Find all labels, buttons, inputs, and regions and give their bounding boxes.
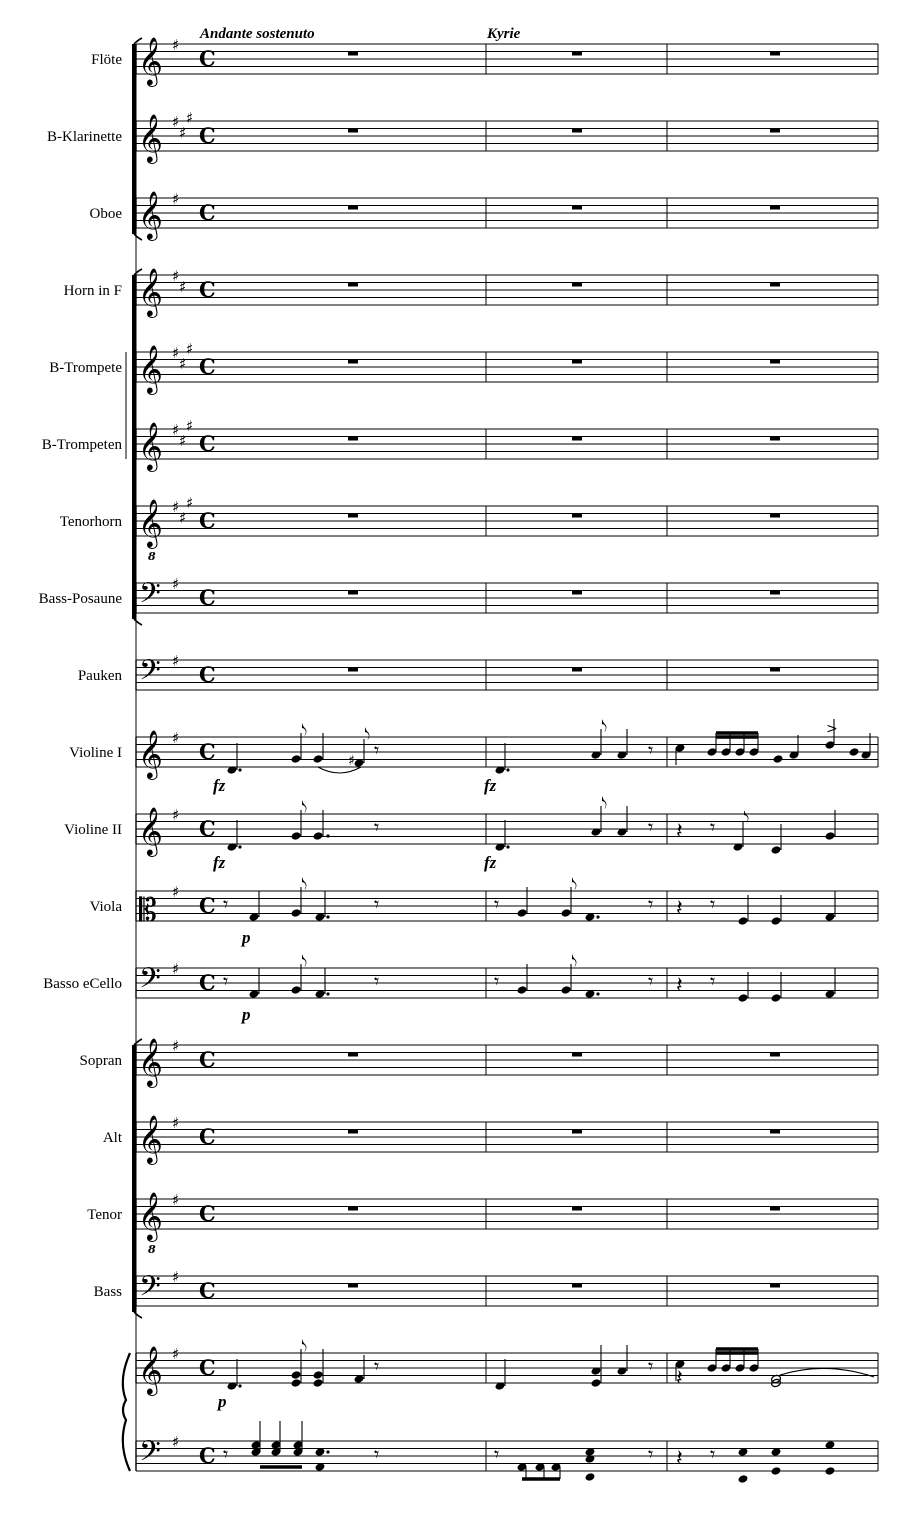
notehead — [738, 916, 749, 926]
whole-rest-icon — [348, 206, 358, 210]
treble-clef-icon: 𝄞 — [138, 421, 163, 470]
flag-icon: 𝅮 — [302, 720, 308, 744]
eighth-rest-icon: 𝄾 — [374, 1354, 380, 1378]
treble-clef-icon: 𝄞 — [138, 267, 163, 316]
sharp-icon: ♯ — [172, 883, 180, 901]
time-signature: C — [199, 431, 216, 456]
sharp-icon: ♯ — [179, 355, 187, 373]
staff-bass — [94, 1268, 878, 1310]
whole-rest-icon — [572, 514, 582, 518]
notehead — [771, 916, 782, 926]
staff-b-trompete — [49, 340, 878, 395]
sharp-icon: ♯ — [186, 109, 194, 127]
tempo-marking: Andante sostenuto — [200, 26, 315, 42]
whole-rest-icon — [572, 1284, 582, 1288]
time-signature: C — [199, 1443, 216, 1468]
notehead — [313, 1370, 324, 1380]
sharp-icon: ♯ — [172, 1114, 180, 1132]
whole-rest-icon — [770, 52, 780, 56]
time-signature: C — [199, 893, 216, 918]
staff-horn-in-f — [64, 267, 878, 318]
eighth-rest-icon: 𝄾 — [648, 969, 654, 993]
bass-clef-icon: 𝄢 — [139, 962, 161, 1002]
alto-clef-icon: 𝄡 — [139, 891, 157, 929]
whole-rest-icon — [572, 1130, 582, 1134]
eighth-rest-icon: 𝄾 — [374, 815, 380, 839]
whole-rest-icon — [572, 1053, 582, 1057]
staff-alt — [103, 1114, 878, 1165]
sharp-icon: ♯ — [172, 806, 180, 824]
time-signature: C — [199, 123, 216, 148]
time-signature: C — [199, 46, 216, 71]
augmentation-dot — [326, 915, 329, 918]
notehead — [738, 1474, 749, 1484]
flag-icon: 𝅮 — [602, 716, 608, 740]
treble-clef-icon: 𝄞 — [138, 344, 163, 393]
time-signature: C — [199, 277, 216, 302]
treble-clef-icon: 𝄞 — [138, 729, 163, 778]
whole-rest-icon — [572, 591, 582, 595]
sharp-icon: ♯ — [179, 278, 187, 296]
sharp-icon: ♯ — [172, 1345, 180, 1363]
sharp-icon: ♯ — [172, 498, 180, 516]
notehead — [291, 831, 302, 841]
brass-bracket-cap-bottom — [134, 619, 142, 625]
time-signature: C — [199, 1201, 216, 1226]
time-signature: C — [199, 662, 216, 687]
whole-rest-icon — [348, 283, 358, 287]
augmentation-dot — [238, 1384, 241, 1387]
treble-clef-icon: 𝄞 — [138, 1345, 163, 1394]
eighth-rest-icon: 𝄾 — [494, 1442, 500, 1466]
bass-clef-icon: 𝄢 — [139, 1435, 161, 1475]
whole-rest-icon — [770, 360, 780, 364]
augmentation-dot — [506, 845, 509, 848]
flag-icon: 𝅮 — [572, 951, 578, 975]
notehead — [771, 845, 782, 855]
instrument-label: B-Klarinette — [47, 129, 122, 145]
augmentation-dot — [238, 845, 241, 848]
sharp-icon: ♯ — [179, 124, 187, 142]
dynamic-marking: fz — [484, 776, 497, 795]
treble-clef-icon: 𝄞 — [138, 1114, 163, 1163]
eighth-rest-icon: 𝄾 — [223, 892, 229, 916]
notehead — [313, 831, 324, 841]
quarter-rest-icon: 𝄽 — [676, 973, 683, 998]
augmentation-dot — [326, 834, 329, 837]
quarter-rest-icon: 𝄽 — [676, 819, 683, 844]
whole-rest-icon — [572, 52, 582, 56]
staff-b-trompeten — [42, 417, 878, 472]
instrument-label: Pauken — [77, 668, 122, 684]
sharp-icon: ♯ — [172, 960, 180, 978]
augmentation-dot — [596, 992, 599, 995]
dynamic-marking: fz — [484, 853, 497, 872]
sharp-icon: ♯ — [172, 729, 180, 747]
sharp-icon: ♯ — [179, 432, 187, 450]
flag-icon: 𝅮 — [302, 1336, 308, 1360]
staff-piano-rh — [136, 1336, 878, 1411]
time-signature: C — [199, 1355, 216, 1380]
whole-rest-icon — [348, 668, 358, 672]
notehead — [313, 1378, 324, 1388]
sharp-icon: ♯ — [348, 753, 355, 769]
staff-sopran — [80, 1037, 879, 1088]
whole-rest-icon — [348, 1130, 358, 1134]
staff-violine-1 — [69, 716, 878, 795]
whole-rest-icon — [572, 668, 582, 672]
flag-icon: 𝅮 — [302, 951, 308, 975]
notehead — [771, 1466, 782, 1476]
sharp-icon: ♯ — [186, 417, 194, 435]
eighth-rest-icon: 𝄾 — [374, 738, 380, 762]
eighth-rest-icon: 𝄾 — [648, 738, 654, 762]
dynamic-marking: p — [218, 1392, 227, 1411]
piano-brace — [123, 1353, 130, 1471]
whole-rest-icon — [770, 591, 780, 595]
sharp-icon: ♯ — [172, 113, 180, 131]
eighth-rest-icon: 𝄾 — [494, 969, 500, 993]
instrument-label: B-Trompete — [49, 360, 122, 376]
notehead — [738, 993, 749, 1003]
whole-rest-icon — [572, 129, 582, 133]
notehead — [517, 985, 528, 995]
sharp-icon: ♯ — [186, 494, 194, 512]
notehead — [291, 754, 302, 764]
augmentation-dot — [238, 768, 241, 771]
whole-rest-icon — [770, 283, 780, 287]
section-title: Kyrie — [487, 26, 521, 42]
whole-rest-icon — [770, 1130, 780, 1134]
sharp-icon: ♯ — [172, 575, 180, 593]
eighth-rest-icon: 𝄾 — [710, 1442, 716, 1466]
staff-basso-ecello — [43, 951, 878, 1024]
whole-rest-icon — [572, 360, 582, 364]
dynamic-marking: p — [242, 928, 251, 947]
flag-icon: 𝅮 — [602, 793, 608, 817]
eighth-rest-icon: 𝄾 — [710, 815, 716, 839]
whole-rest-icon — [770, 1207, 780, 1211]
whole-rest-icon — [572, 437, 582, 441]
instrument-label: Flöte — [91, 52, 122, 68]
sharp-icon: ♯ — [172, 421, 180, 439]
whole-rest-icon — [770, 129, 780, 133]
time-signature: C — [199, 200, 216, 225]
instrument-label: Basso eCello — [43, 976, 122, 992]
instrument-label: Viola — [89, 899, 122, 915]
time-signature: C — [199, 970, 216, 995]
sharp-icon: ♯ — [172, 1037, 180, 1055]
staff-tenor — [87, 1191, 878, 1256]
staff-oboe — [90, 190, 879, 241]
bass-clef-icon: 𝄢 — [139, 577, 161, 617]
instrument-label: Tenor — [87, 1207, 122, 1223]
flag-icon: 𝅮 — [302, 797, 308, 821]
whole-rest-icon — [770, 206, 780, 210]
augmentation-dot — [326, 992, 329, 995]
instrument-label: Violine I — [69, 745, 122, 761]
choir-bracket-cap-bottom — [134, 1312, 142, 1318]
augmentation-dot — [326, 1450, 329, 1453]
accent-icon: > — [826, 721, 838, 737]
eighth-rest-icon: 𝄾 — [494, 892, 500, 916]
octave-marker: 8 — [148, 1243, 156, 1256]
staff-bass-posaune — [39, 575, 878, 617]
eighth-rest-icon: 𝄾 — [374, 969, 380, 993]
instrument-label: Alt — [102, 1130, 122, 1146]
whole-rest-icon — [770, 1053, 780, 1057]
instrument-label: Bass-Posaune — [38, 591, 122, 607]
eighth-rest-icon: 𝄾 — [648, 892, 654, 916]
sharp-icon: ♯ — [172, 1268, 180, 1286]
dynamic-marking: fz — [213, 853, 226, 872]
notehead — [517, 908, 528, 918]
treble-clef-icon: 𝄞 — [138, 113, 163, 162]
bass-clef-icon: 𝄢 — [139, 1270, 161, 1310]
treble-clef-icon: 𝄞 — [138, 806, 163, 855]
treble-clef-icon: 𝄞 — [138, 1037, 163, 1086]
eighth-rest-icon: 𝄾 — [223, 1442, 229, 1466]
staff-floete — [91, 36, 878, 87]
whole-rest-icon — [348, 1207, 358, 1211]
eighth-rest-icon: 𝄾 — [648, 1354, 654, 1378]
whole-rest-icon — [348, 514, 358, 518]
staff-b-klarinette — [47, 109, 878, 164]
instrument-label: Sopran — [79, 1053, 122, 1069]
treble-clef-icon: 𝄞 — [138, 1191, 163, 1240]
instrument-label: B-Trompeten — [41, 437, 122, 453]
whole-rest-icon — [770, 668, 780, 672]
notehead — [291, 908, 302, 918]
flag-icon: 𝅮 — [744, 807, 750, 831]
augmentation-dot — [596, 915, 599, 918]
whole-rest-icon — [348, 591, 358, 595]
notehead — [291, 985, 302, 995]
sharp-icon: ♯ — [179, 509, 187, 527]
staff-pauken — [78, 652, 878, 694]
instrument-label: Horn in F — [63, 283, 122, 299]
treble-clef-icon: 𝄞 — [138, 36, 163, 85]
whole-rest-icon — [348, 52, 358, 56]
whole-rest-icon — [348, 129, 358, 133]
notehead — [825, 831, 836, 841]
time-signature: C — [199, 508, 216, 533]
whole-rest-icon — [572, 1207, 582, 1211]
sharp-icon: ♯ — [172, 190, 180, 208]
eighth-rest-icon: 𝄾 — [374, 892, 380, 916]
eighth-rest-icon: 𝄾 — [648, 1442, 654, 1466]
staff-tenorhorn — [60, 494, 878, 563]
notehead — [561, 985, 572, 995]
time-signature: C — [199, 816, 216, 841]
quarter-rest-icon: 𝄽 — [676, 1366, 683, 1391]
staff-violine-2 — [64, 793, 878, 872]
notehead — [771, 993, 782, 1003]
eighth-rest-icon: 𝄾 — [648, 815, 654, 839]
flag-icon: 𝅮 — [302, 874, 308, 898]
eighth-rest-icon: 𝄾 — [223, 969, 229, 993]
dynamic-marking: p — [242, 1005, 251, 1024]
flag-icon: 𝅮 — [365, 724, 371, 748]
notehead — [313, 754, 324, 764]
dynamic-marking: fz — [213, 776, 226, 795]
eighth-rest-icon: 𝄾 — [374, 1442, 380, 1466]
treble-clef-icon: 𝄞 — [138, 498, 163, 547]
whole-rest-icon — [572, 206, 582, 210]
sharp-icon: ♯ — [172, 344, 180, 362]
staff-viola — [90, 874, 878, 947]
whole-rest-icon — [348, 437, 358, 441]
staff-piano-lh — [136, 1421, 878, 1484]
quarter-rest-icon: 𝄽 — [676, 896, 683, 921]
notehead — [849, 747, 860, 757]
sharp-icon: ♯ — [172, 652, 180, 670]
time-signature: C — [199, 1047, 216, 1072]
sharp-icon: ♯ — [172, 36, 180, 54]
whole-rest-icon — [770, 1284, 780, 1288]
eighth-rest-icon: 𝄾 — [710, 969, 716, 993]
instrument-label: Tenorhorn — [59, 514, 122, 530]
time-signature: C — [199, 585, 216, 610]
time-signature: C — [199, 739, 216, 764]
notehead — [773, 754, 784, 764]
score-system — [39, 36, 878, 1484]
whole-rest-icon — [348, 1284, 358, 1288]
whole-rest-icon — [348, 360, 358, 364]
octave-marker: 8 — [148, 550, 156, 563]
instrument-label: Bass — [93, 1284, 122, 1300]
augmentation-dot — [506, 768, 509, 771]
sharp-icon: ♯ — [172, 1191, 180, 1209]
whole-rest-icon — [770, 514, 780, 518]
whole-rest-icon — [348, 1053, 358, 1057]
eighth-rest-icon: 𝄾 — [710, 892, 716, 916]
sharp-icon: ♯ — [172, 1433, 180, 1451]
notehead — [291, 1370, 302, 1380]
notehead — [591, 1378, 602, 1388]
notehead — [561, 908, 572, 918]
whole-rest-icon — [770, 437, 780, 441]
sharp-icon: ♯ — [186, 340, 194, 358]
notehead — [291, 1378, 302, 1388]
instrument-label: Oboe — [89, 206, 122, 222]
whole-rest-icon — [572, 283, 582, 287]
sharp-icon: ♯ — [172, 267, 180, 285]
bass-clef-icon: 𝄢 — [139, 654, 161, 694]
time-signature: C — [199, 1278, 216, 1303]
time-signature: C — [199, 1124, 216, 1149]
instrument-label: Violine II — [64, 822, 122, 838]
flag-icon: 𝅮 — [572, 874, 578, 898]
notehead — [825, 1466, 836, 1476]
treble-clef-icon: 𝄞 — [138, 190, 163, 239]
quarter-rest-icon: 𝄽 — [676, 1446, 683, 1471]
time-signature: C — [199, 354, 216, 379]
notehead — [585, 1472, 596, 1482]
